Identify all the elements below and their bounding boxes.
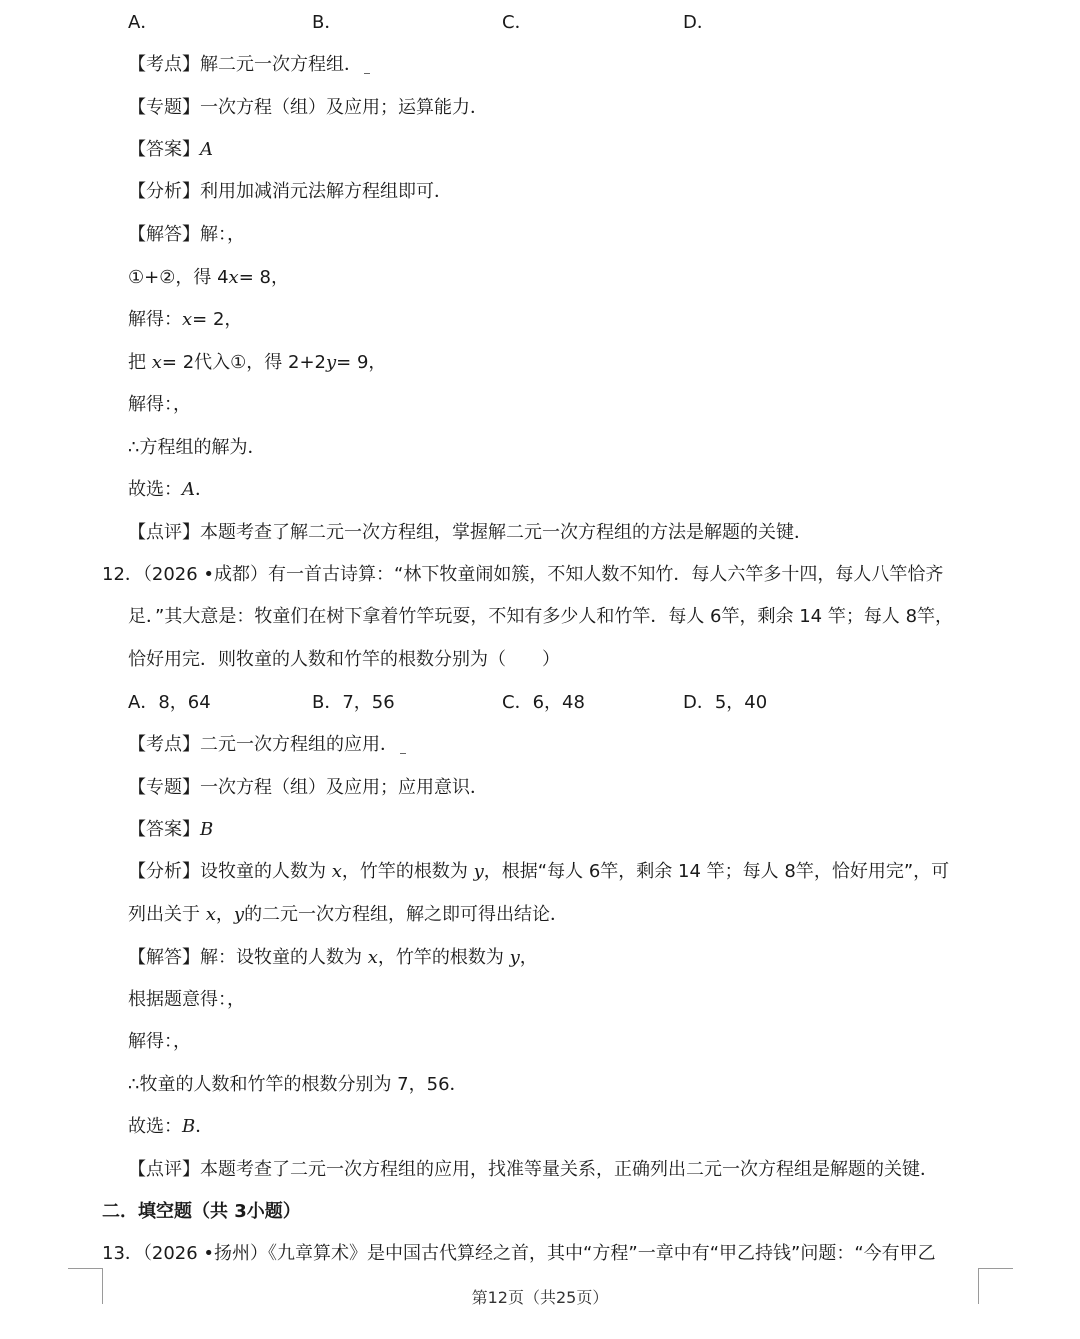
q12-zhuanti: 【专题】一次方程（组）及应用；应用意识． [128, 777, 488, 798]
option-c: C． [502, 12, 533, 33]
q11-zhuanti: 【专题】一次方程（组）及应用；运算能力． [128, 97, 488, 118]
mark-line [364, 73, 370, 74]
q11-answer: 【答案】A [128, 139, 213, 160]
q12-stem-line3: 恰好用完．则牧童的人数和竹竿的根数分别为（ ） [128, 649, 560, 670]
q11-step4: 解得：， [128, 394, 191, 415]
q11-kaodian: 【考点】解二元一次方程组． [128, 52, 370, 78]
q12-step3: ∴牧童的人数和竹竿的根数分别为 7，56． [128, 1074, 468, 1095]
q12-step2: 解得：， [128, 1031, 191, 1052]
option-a: A． [128, 12, 159, 33]
q12-choose: 故选：B． [128, 1116, 214, 1137]
q12-answer: 【答案】B [128, 819, 214, 840]
q12-option-d: D．5，40 [683, 692, 768, 713]
q11-fenxi: 【分析】利用加减消元法解方程组即可． [128, 181, 452, 202]
q12-dianping: 【点评】本题考查了二元一次方程组的应用，找准等量关系，正确列出二元一次方程组是解题的关键． [128, 1159, 938, 1180]
q13-stem-line1: 13．（2026 •扬州）《九章算术》是中国古代算经之首，其中“方程”一章中有“甲乙持钱”问题：“今有甲乙 [102, 1243, 936, 1264]
q11-step3: 把 x= 2代入①，得 2+2y= 9， [128, 352, 387, 373]
option-b: B． [312, 12, 343, 33]
mark-line [400, 753, 406, 754]
section-heading: 二．填空题（共 3小题） [102, 1201, 301, 1222]
q11-dianping: 【点评】本题考查了解二元一次方程组，掌握解二元一次方程组的方法是解题的关键． [128, 522, 812, 543]
q11-step1: ①+②，得 4x= 8， [128, 267, 289, 288]
q12-option-a: A．8，64 [128, 692, 211, 713]
page-footer: 第12页（共25页） [471, 1288, 609, 1307]
q12-stem-line1: 12．（2026 •成都）有一首古诗算：“林下牧童闹如簇，不知人数不知竹．每人六竿多十四，每人八竿恰齐 [102, 564, 944, 585]
q11-jieda: 【解答】解：， [128, 224, 245, 245]
q12-kaodian: 【考点】二元一次方程组的应用． [128, 732, 406, 758]
q12-step1: 根据题意得：， [128, 989, 245, 1010]
q11-step2: 解得：x= 2， [128, 309, 243, 330]
q12-option-b: B．7，56 [312, 692, 395, 713]
q12-fenxi-line1: 【分析】设牧童的人数为 x，竹竿的根数为 y，根据“每人 6竿，剩余 14 竿；每人 8竿，恰好用完”，可 [128, 861, 950, 882]
q11-step5: ∴方程组的解为． [128, 437, 266, 458]
q11-choose: 故选：A． [128, 479, 213, 500]
q12-stem-line2: 足．”其大意是：牧童们在树下拿着竹竿玩耍，不知有多少人和竹竿．每人 6竿，剩余 14 竿；每人 8竿， [128, 606, 954, 627]
q12-option-c: C．6，48 [502, 692, 585, 713]
q12-fenxi-line2: 列出关于 x，y的二元一次方程组，解之即可得出结论． [128, 904, 569, 925]
option-d: D． [683, 12, 715, 33]
q12-jieda: 【解答】解：设牧童的人数为 x，竹竿的根数为 y， [128, 947, 538, 968]
